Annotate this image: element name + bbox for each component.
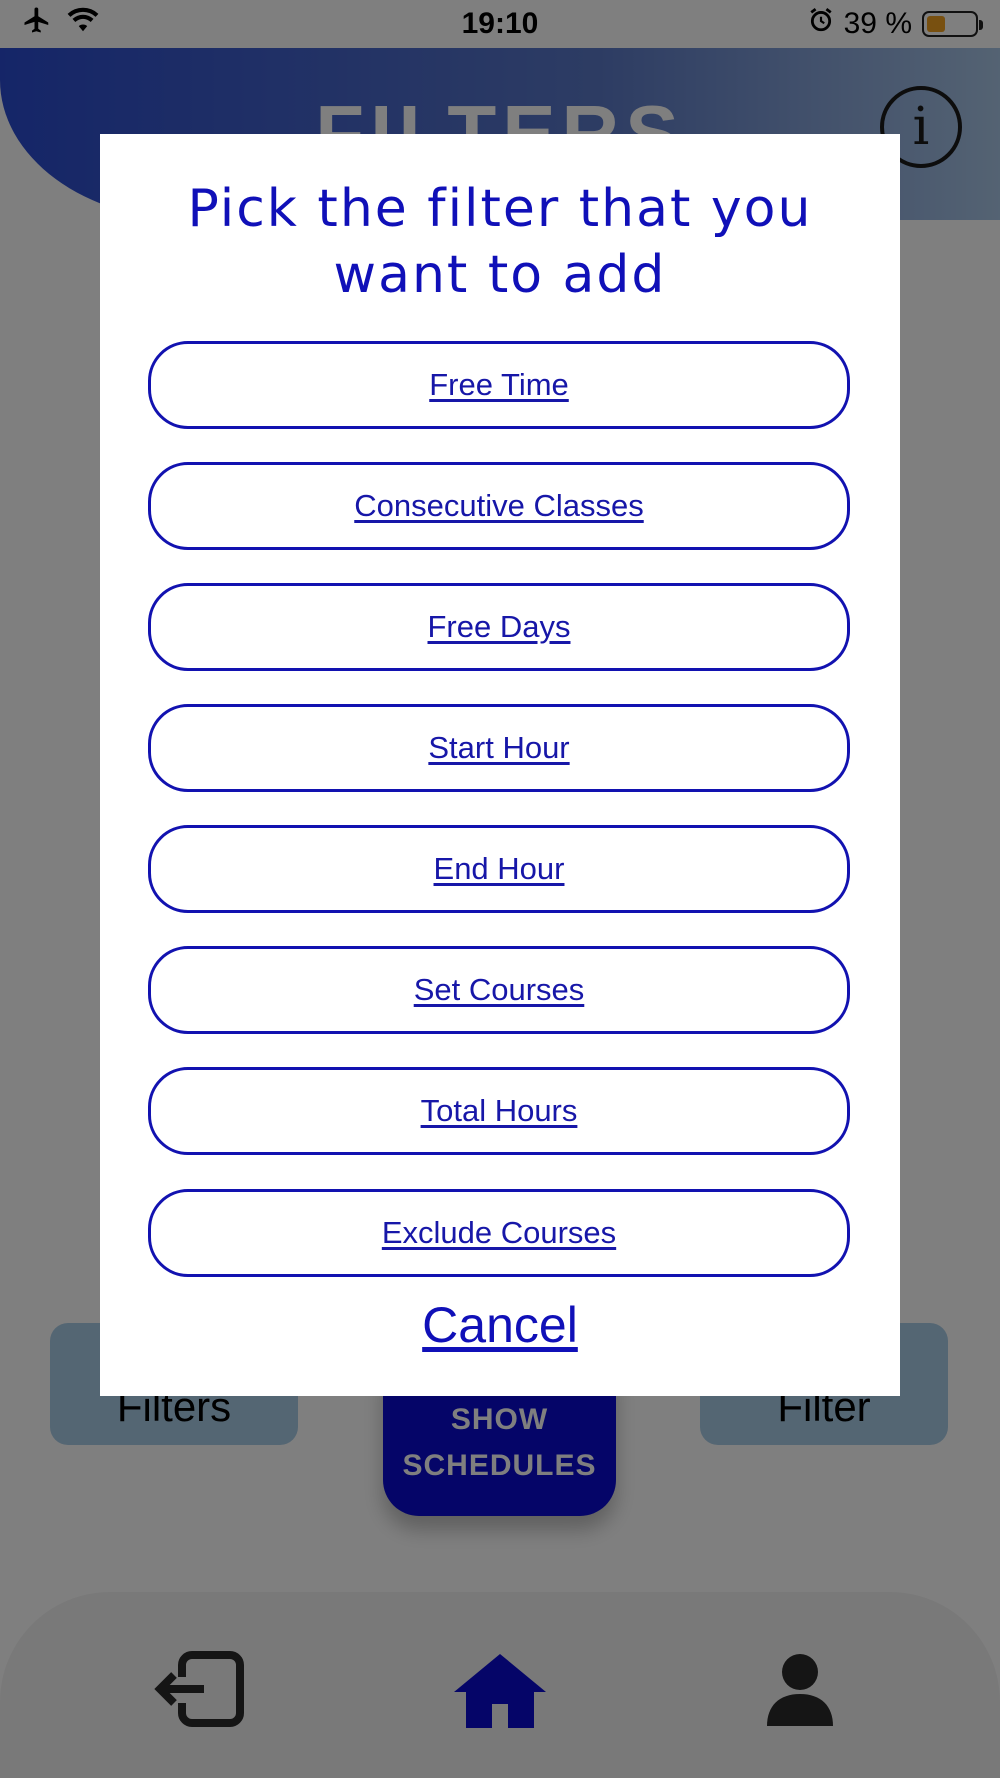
option-label: Free Time xyxy=(429,367,569,402)
option-start-hour[interactable] xyxy=(148,704,850,792)
option-free-days[interactable] xyxy=(148,583,850,671)
option-label: End Hour xyxy=(433,851,565,886)
option-set-courses[interactable] xyxy=(148,946,850,1034)
option-end-hour[interactable] xyxy=(148,825,850,913)
option-free-time[interactable] xyxy=(148,341,850,429)
option-label: Set Courses xyxy=(413,972,585,1007)
option-exclude-courses[interactable] xyxy=(148,1189,850,1277)
dialog-title: Pick the filter that you want to add xyxy=(187,179,813,305)
option-consecutive-classes[interactable] xyxy=(148,462,850,550)
option-label: Exclude Courses xyxy=(381,1215,617,1250)
cancel-button[interactable]: Cancel xyxy=(422,1297,578,1353)
filter-picker-dialog xyxy=(100,134,900,1396)
option-label: Start Hour xyxy=(428,730,570,765)
option-total-hours[interactable] xyxy=(148,1067,850,1155)
option-label: Total Hours xyxy=(420,1093,578,1128)
option-label: Free Days xyxy=(427,609,571,644)
option-label: Consecutive Classes xyxy=(354,488,644,523)
